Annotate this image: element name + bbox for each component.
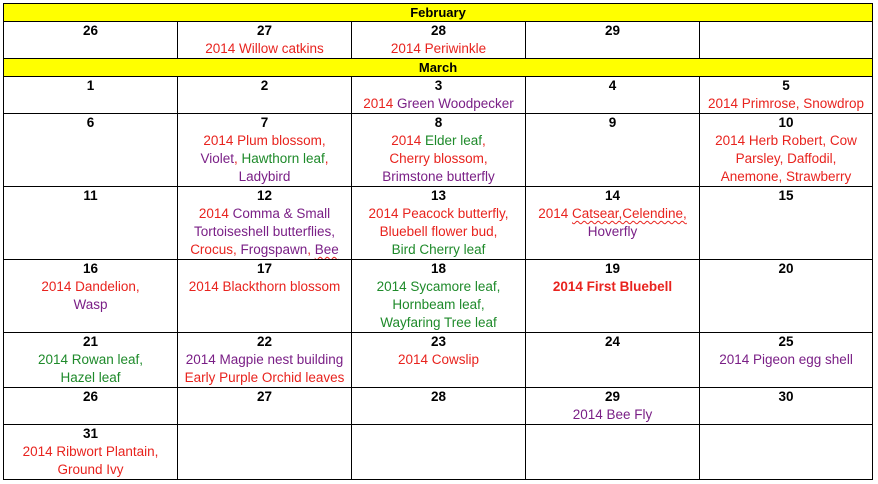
day-cell: [4, 77, 178, 114]
day-number: 13: [430, 188, 447, 203]
calendar-week-row: [4, 187, 873, 260]
day-number: 24: [604, 334, 621, 349]
month-header-row: [4, 4, 873, 22]
calendar-week-row: [4, 114, 873, 187]
event-text: ,: [324, 151, 329, 166]
day-cell: [352, 77, 526, 114]
day-number: 30: [778, 389, 794, 404]
day-cell: [178, 77, 352, 114]
event-text: 2014 Blackthorn blossom: [188, 279, 341, 294]
day-cell: [352, 114, 526, 187]
day-number: 26: [82, 389, 99, 404]
event-text: 2014 Rowan leaf,: [37, 352, 144, 367]
day-number: 14: [604, 188, 621, 203]
day-cell: [700, 22, 873, 59]
day-number: 7: [260, 115, 269, 130]
event-text: Catsear,Celendine,: [571, 206, 687, 221]
day-cell: [4, 187, 178, 260]
event-text: 2014: [198, 206, 233, 221]
day-number: 16: [82, 261, 99, 276]
event-text: Elder leaf: [424, 133, 483, 148]
day-cell: [352, 425, 526, 480]
day-cell: [4, 333, 178, 388]
event-text: Crocus: [190, 242, 233, 257]
month-header-row: [4, 59, 873, 77]
day-cell: [178, 260, 352, 333]
event-text: 2014 Dandelion,: [41, 279, 140, 294]
day-number: 4: [608, 78, 617, 93]
event-text: 2014 Periwinkle: [390, 41, 487, 56]
day-number: 29: [604, 23, 621, 38]
event-text: 2014 Primrose, Snowdrop: [707, 96, 865, 111]
event-text: ,: [233, 151, 242, 166]
event-text: Cherry blossom,: [389, 151, 488, 166]
event-text: 2014 Pigeon egg shell: [719, 352, 853, 367]
event-text: Ladybird: [238, 169, 291, 184]
day-number: 19: [604, 261, 621, 276]
day-number: 17: [256, 261, 273, 276]
day-cell: [178, 333, 352, 388]
day-number: 8: [434, 115, 443, 130]
day-cell: [700, 114, 873, 187]
event-text: 2014: [363, 96, 397, 111]
calendar-week-row: [4, 388, 873, 425]
day-number: 12: [256, 188, 273, 203]
day-number: 11: [83, 188, 98, 203]
day-cell: [178, 388, 352, 425]
day-cell: [4, 22, 178, 59]
day-number: 29: [604, 389, 621, 404]
calendar-week-row: [4, 22, 873, 59]
event-text: Green Woodpecker: [396, 96, 514, 111]
day-cell: [526, 260, 700, 333]
event-text: Frogspawn: [240, 242, 308, 257]
day-cell: [178, 187, 352, 260]
calendar-week-row: [4, 333, 873, 388]
event-text: 2014 First Bluebell: [552, 279, 673, 294]
event-text: 2014 Willow catkins: [205, 41, 324, 56]
day-number: 28: [430, 23, 447, 38]
event-text: 2014 Herb Robert, Cow: [715, 133, 857, 148]
day-cell: [700, 187, 873, 260]
day-cell: [700, 260, 873, 333]
day-cell: [700, 333, 873, 388]
event-text: 2014 Plum blossom,: [203, 133, 326, 148]
day-number: 15: [778, 188, 794, 203]
event-text: Wayfaring Tree leaf: [380, 315, 497, 330]
event-text: Bee: [314, 242, 339, 257]
event-text: 2014: [391, 133, 425, 148]
event-text: Tortoiseshell butterflies,: [193, 224, 336, 239]
month-title: March: [4, 59, 873, 77]
event-text: ,: [232, 242, 241, 257]
day-cell: [526, 114, 700, 187]
day-number: 5: [782, 78, 790, 93]
day-number: 3: [434, 78, 443, 93]
day-cell: [526, 388, 700, 425]
calendar-week-row: [4, 425, 873, 480]
calendar-week-row: [4, 77, 873, 114]
day-number: 21: [82, 334, 99, 349]
day-cell: [352, 260, 526, 333]
day-cell: [4, 388, 178, 425]
day-cell: [526, 425, 700, 480]
event-text: 2014 Peacock butterfly,: [368, 206, 509, 221]
event-text: Brimstone butterfly: [382, 169, 495, 184]
day-number: 1: [86, 78, 95, 93]
day-number: 9: [608, 115, 617, 130]
day-number: 25: [778, 334, 794, 349]
day-cell: [526, 333, 700, 388]
day-cell: [4, 425, 178, 480]
calendar-table: [3, 3, 873, 480]
day-cell: [700, 77, 873, 114]
day-number: 27: [256, 389, 273, 404]
event-text: Hawthorn leaf: [241, 151, 325, 166]
event-text: Hornbeam leaf,: [392, 297, 485, 312]
day-number: 6: [86, 115, 95, 130]
event-text: 2014 Sycamore leaf,: [376, 279, 501, 294]
event-text: 2014: [538, 206, 572, 221]
day-number: 27: [256, 23, 273, 38]
day-cell: [526, 22, 700, 59]
day-number: 22: [256, 334, 273, 349]
day-number: 28: [430, 389, 447, 404]
event-text: ,: [307, 242, 315, 257]
calendar-body: [4, 4, 873, 480]
day-number: 2: [260, 78, 269, 93]
event-text: Hoverfly: [587, 224, 638, 239]
day-cell: [526, 77, 700, 114]
day-number: 31: [82, 426, 99, 441]
day-cell: [526, 187, 700, 260]
event-text: 2014 Magpie nest building: [185, 352, 344, 367]
event-text: Comma & Small: [232, 206, 331, 221]
day-number: 18: [430, 261, 447, 276]
day-number: 20: [778, 261, 794, 276]
event-text: Bird Cherry leaf: [391, 242, 486, 257]
calendar-week-row: [4, 260, 873, 333]
day-number: 10: [778, 115, 794, 130]
event-text: Violet: [200, 151, 234, 166]
event-text: 2014 Bee Fly: [572, 407, 653, 422]
event-text: Hazel leaf: [60, 370, 121, 385]
month-title: February: [4, 4, 873, 22]
day-cell: [700, 425, 873, 480]
day-cell: [4, 260, 178, 333]
day-cell: [352, 333, 526, 388]
event-text: ,: [482, 133, 486, 148]
day-cell: [178, 22, 352, 59]
event-text: 2014 Cowslip: [397, 352, 480, 367]
event-text: Bluebell flower bud,: [379, 224, 498, 239]
calendar: [3, 3, 872, 480]
day-cell: [352, 388, 526, 425]
event-text: Wasp: [73, 297, 108, 312]
day-cell: [178, 425, 352, 480]
event-text: Anemone, Strawberry: [720, 169, 852, 184]
day-cell: [352, 187, 526, 260]
day-number: 23: [430, 334, 447, 349]
event-text: Ground Ivy: [57, 462, 124, 477]
event-text: 2014 Ribwort Plantain,: [22, 444, 159, 459]
day-cell: [700, 388, 873, 425]
day-cell: [352, 22, 526, 59]
day-cell: [178, 114, 352, 187]
day-number: 26: [82, 23, 99, 38]
event-text: Early Purple Orchid leaves: [184, 370, 345, 385]
day-cell: [4, 114, 178, 187]
event-text: Parsley, Daffodil,: [735, 151, 837, 166]
